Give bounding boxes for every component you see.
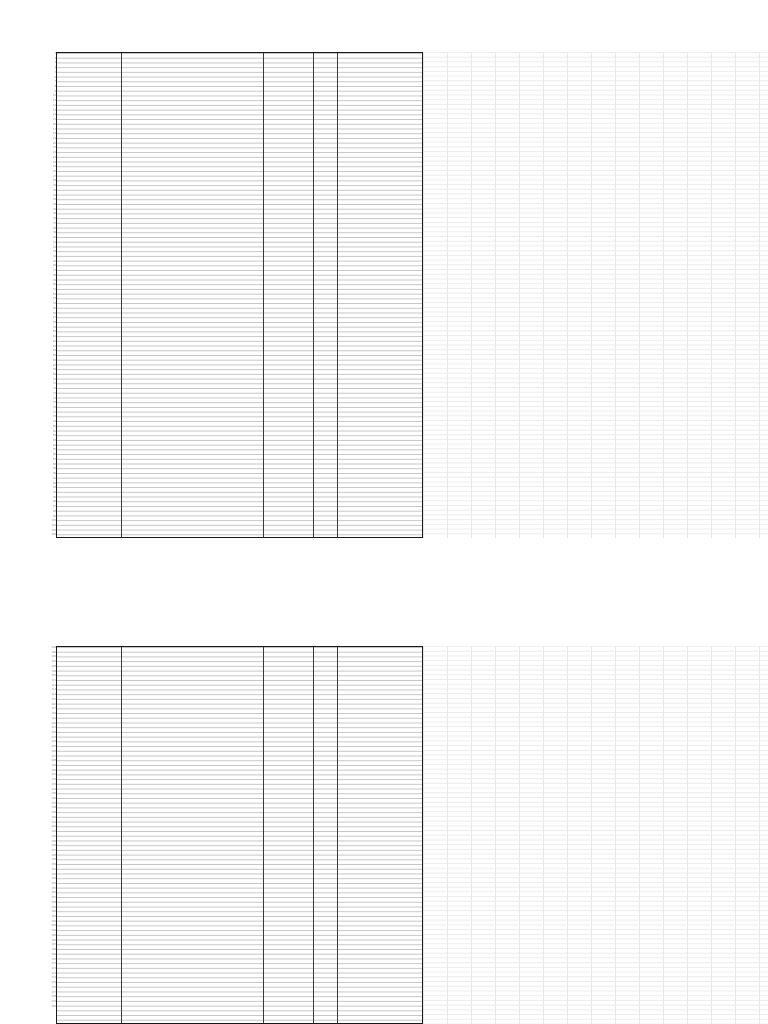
row-number: 38 bbox=[52, 226, 56, 230]
row-number: 143 bbox=[51, 830, 56, 834]
row-number: 91 bbox=[52, 476, 56, 480]
row-number: 149 bbox=[51, 858, 56, 862]
row-number: 53 bbox=[52, 297, 56, 301]
row-number: 157 bbox=[51, 896, 56, 900]
row-number: 78 bbox=[52, 415, 56, 419]
row-number: 127 bbox=[51, 754, 56, 758]
row-number: 28 bbox=[52, 179, 56, 183]
row-number: 158 bbox=[51, 900, 56, 904]
row-number: 99 bbox=[52, 514, 56, 518]
row-number: 61 bbox=[52, 335, 56, 339]
row-number: 163 bbox=[51, 924, 56, 928]
row-number: 125 bbox=[51, 745, 56, 749]
row-number: 141 bbox=[51, 820, 56, 824]
row-number: 56 bbox=[52, 311, 56, 315]
row-number: 67 bbox=[52, 363, 56, 367]
row-number: 34 bbox=[52, 207, 56, 211]
row-number: 118 bbox=[51, 712, 56, 716]
row-number: 75 bbox=[52, 401, 56, 405]
row-number: 136 bbox=[51, 797, 56, 801]
row-number: 45 bbox=[52, 259, 56, 263]
column-divider bbox=[121, 647, 122, 1023]
row-number: 152 bbox=[51, 872, 56, 876]
row-number: 106 bbox=[51, 655, 56, 659]
row-number: 37 bbox=[52, 221, 56, 225]
row-number: 24 bbox=[52, 160, 56, 164]
row-number: 40 bbox=[52, 236, 56, 240]
row-number: 159 bbox=[51, 905, 56, 909]
row-number: 11 bbox=[52, 99, 56, 103]
row-number: 177 bbox=[51, 990, 56, 994]
empty-grid-lower bbox=[423, 646, 768, 1024]
row-number: 49 bbox=[52, 278, 56, 282]
row-number: 82 bbox=[52, 434, 56, 438]
row-number: 114 bbox=[51, 693, 56, 697]
row-number: 85 bbox=[52, 448, 56, 452]
row-number: 48 bbox=[52, 273, 56, 277]
row-number: 104 bbox=[51, 646, 56, 649]
row-number: 133 bbox=[51, 782, 56, 786]
row-number: 126 bbox=[51, 749, 56, 753]
row-number: 80 bbox=[52, 424, 56, 428]
row-number: 117 bbox=[51, 707, 56, 711]
row-number: 65 bbox=[52, 354, 56, 358]
row-number: 151 bbox=[51, 867, 56, 871]
column-divider bbox=[313, 53, 314, 537]
column-divider bbox=[121, 53, 122, 537]
row-number: 132 bbox=[51, 778, 56, 782]
row-number: 35 bbox=[52, 212, 56, 216]
column-divider bbox=[313, 647, 314, 1023]
row-number: 15 bbox=[52, 118, 56, 122]
row-number: 26 bbox=[52, 170, 56, 173]
row-number: 171 bbox=[51, 962, 56, 966]
row-number: 14 bbox=[52, 113, 56, 117]
empty-grid-upper bbox=[423, 52, 768, 538]
row-number: 102 bbox=[51, 528, 56, 532]
row-number: 87 bbox=[52, 457, 56, 461]
row-number: 73 bbox=[52, 391, 56, 395]
row-number: 33 bbox=[52, 203, 56, 207]
row-number: 174 bbox=[51, 976, 56, 980]
row-number: 170 bbox=[51, 957, 56, 961]
row-number: 98 bbox=[52, 509, 56, 513]
row-number: 39 bbox=[52, 231, 56, 235]
row-number: 71 bbox=[52, 382, 56, 386]
row-number: 83 bbox=[52, 439, 56, 443]
row-number: 153 bbox=[51, 877, 56, 881]
column-divider bbox=[337, 647, 338, 1023]
row-number: 116 bbox=[51, 702, 56, 706]
row-number: 176 bbox=[51, 985, 56, 989]
row-number: 164 bbox=[51, 929, 56, 933]
row-number: 103 bbox=[51, 533, 56, 537]
row-number: 96 bbox=[52, 500, 56, 504]
row-number: 47 bbox=[52, 269, 56, 273]
row-number: 88 bbox=[52, 462, 56, 466]
row-number: 175 bbox=[51, 981, 56, 985]
row-number: 19 bbox=[52, 136, 56, 140]
row-number: 107 bbox=[51, 660, 56, 664]
row-number: 168 bbox=[51, 948, 56, 952]
row-number: 46 bbox=[52, 264, 56, 268]
row-number: 123 bbox=[51, 735, 56, 739]
row-number: 144 bbox=[51, 834, 56, 838]
row-number: 79 bbox=[52, 420, 56, 424]
row-number: 131 bbox=[51, 773, 56, 777]
row-number: 29 bbox=[52, 184, 56, 188]
row-number: 148 bbox=[51, 853, 56, 857]
row-number: 69 bbox=[52, 372, 56, 376]
row-number: 20 bbox=[52, 141, 56, 145]
row-number: 54 bbox=[52, 302, 56, 306]
page-block-2 bbox=[44, 646, 423, 1024]
row-number: 17 bbox=[52, 127, 56, 131]
row-number: 165 bbox=[51, 933, 56, 937]
row-number: 55 bbox=[52, 306, 56, 310]
row-number: 156 bbox=[51, 891, 56, 895]
row-number: 58 bbox=[52, 321, 56, 325]
row-numbers bbox=[44, 52, 56, 538]
row-number: 140 bbox=[51, 815, 56, 819]
row-number: 162 bbox=[51, 919, 56, 923]
row-number: 105 bbox=[51, 650, 56, 654]
row-number: 112 bbox=[51, 683, 56, 687]
row-number: 95 bbox=[52, 495, 56, 499]
row-number: 180 bbox=[51, 1004, 56, 1008]
row-number: 110 bbox=[51, 674, 56, 678]
row-number: 57 bbox=[52, 316, 56, 320]
row-number: 115 bbox=[51, 697, 56, 701]
row-number: 72 bbox=[52, 387, 56, 391]
row-number: 108 bbox=[51, 664, 56, 668]
row-number: 179 bbox=[51, 1000, 56, 1003]
row-number: 74 bbox=[52, 396, 56, 400]
row-number: 59 bbox=[52, 325, 56, 329]
column-divider bbox=[337, 53, 338, 537]
row-number: 51 bbox=[52, 288, 56, 291]
row-number: 68 bbox=[52, 368, 56, 372]
row-number: 66 bbox=[52, 358, 56, 362]
row-number: 124 bbox=[51, 740, 56, 744]
row-number: 138 bbox=[51, 806, 56, 810]
row-number: 134 bbox=[51, 787, 56, 791]
column-divider bbox=[263, 53, 264, 537]
row-number: 84 bbox=[52, 443, 56, 447]
row-number: 113 bbox=[51, 688, 56, 692]
row-number: 60 bbox=[52, 330, 56, 334]
row-number: 120 bbox=[51, 721, 56, 725]
row-number: 146 bbox=[51, 844, 56, 848]
row-number: 21 bbox=[52, 146, 56, 150]
row-number: 93 bbox=[52, 486, 56, 490]
row-number: 31 bbox=[52, 193, 56, 197]
row-number: 94 bbox=[52, 490, 56, 494]
row-number: 161 bbox=[51, 915, 56, 919]
row-number: 166 bbox=[51, 938, 56, 942]
row-number: 178 bbox=[51, 995, 56, 999]
row-number: 109 bbox=[51, 669, 56, 673]
row-number: 64 bbox=[52, 349, 56, 353]
row-number: 111 bbox=[51, 679, 56, 683]
row-number: 43 bbox=[52, 250, 56, 254]
row-number: 128 bbox=[51, 759, 56, 763]
row-number: 86 bbox=[52, 453, 56, 457]
row-number: 129 bbox=[51, 764, 56, 767]
row-number: 27 bbox=[52, 174, 56, 178]
row-number: 36 bbox=[52, 217, 56, 221]
row-number: 97 bbox=[52, 505, 56, 509]
row-number: 160 bbox=[51, 910, 56, 914]
row-number: 101 bbox=[51, 524, 56, 527]
row-number: 137 bbox=[51, 801, 56, 805]
row-number: 135 bbox=[51, 792, 56, 796]
row-number: 22 bbox=[52, 151, 56, 155]
row-numbers bbox=[44, 646, 56, 1024]
row-number: 90 bbox=[52, 472, 56, 476]
row-number: 81 bbox=[52, 429, 56, 433]
row-number: 150 bbox=[51, 863, 56, 867]
row-number: 89 bbox=[52, 467, 56, 471]
row-number: 172 bbox=[51, 966, 56, 970]
row-number: 76 bbox=[52, 406, 56, 409]
row-number: 30 bbox=[52, 188, 56, 192]
row-number: 16 bbox=[52, 122, 56, 126]
row-number: 173 bbox=[51, 971, 56, 975]
row-number: 63 bbox=[52, 344, 56, 348]
page-block-1 bbox=[44, 52, 423, 538]
row-number: 52 bbox=[52, 292, 56, 296]
row-number: 147 bbox=[51, 848, 56, 852]
row-number: 70 bbox=[52, 377, 56, 381]
row-number: 18 bbox=[52, 132, 56, 136]
column-divider bbox=[263, 647, 264, 1023]
row-number: 13 bbox=[52, 108, 56, 112]
data-table bbox=[56, 52, 423, 538]
row-number: 121 bbox=[51, 726, 56, 730]
row-number: 42 bbox=[52, 245, 56, 249]
row-number: 142 bbox=[51, 825, 56, 829]
row-number: 32 bbox=[52, 198, 56, 202]
row-number: 10 bbox=[52, 94, 56, 98]
row-number: 130 bbox=[51, 768, 56, 772]
row-number: 155 bbox=[51, 886, 56, 890]
row-number: 169 bbox=[51, 952, 56, 956]
row-number: 23 bbox=[52, 155, 56, 159]
row-number: 154 bbox=[51, 882, 56, 885]
row-number: 12 bbox=[52, 103, 56, 107]
row-number: 119 bbox=[51, 716, 56, 720]
row-number: 77 bbox=[52, 410, 56, 414]
row-number: 50 bbox=[52, 283, 56, 287]
row-number: 25 bbox=[52, 165, 56, 169]
row-number: 41 bbox=[52, 240, 56, 244]
data-table bbox=[56, 646, 423, 1024]
row-number: 122 bbox=[51, 730, 56, 734]
row-number: 92 bbox=[52, 481, 56, 485]
row-number: 139 bbox=[51, 811, 56, 815]
row-number: 167 bbox=[51, 943, 56, 947]
row-number: 100 bbox=[51, 519, 56, 523]
row-number: 44 bbox=[52, 254, 56, 258]
row-number: 62 bbox=[52, 339, 56, 343]
row-number: 145 bbox=[51, 839, 56, 843]
